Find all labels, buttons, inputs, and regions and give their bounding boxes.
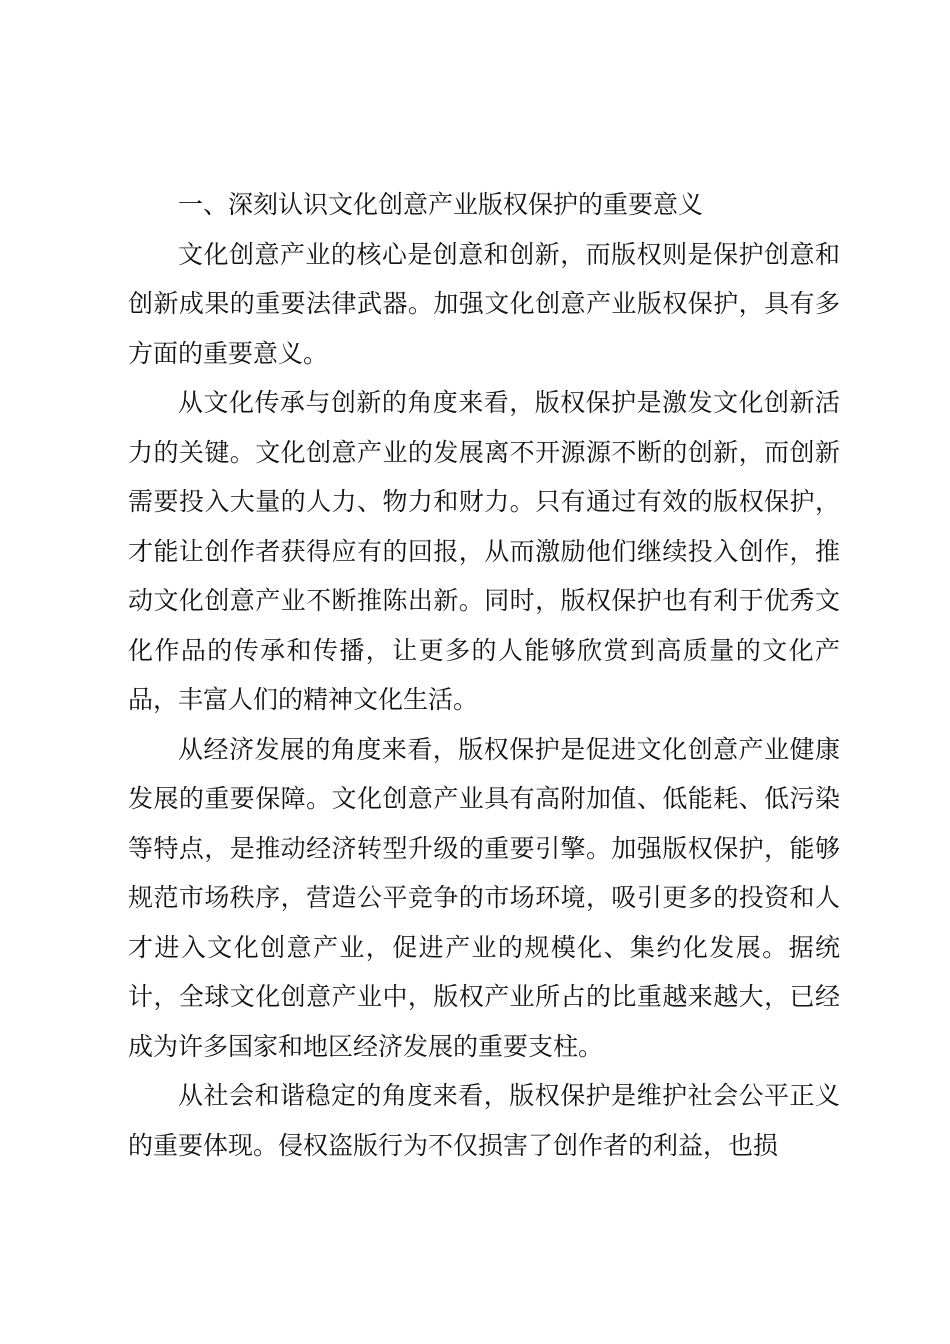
paragraph-economic-development: 从经济发展的角度来看，版权保护是促进文化创意产业健康发展的重要保障。文化创意产业具有高附加值、低能耗、低污染等特点，是推动经济转型升级的重要引擎。加强版权保护，能够规范市场秩序，营造公平竞争的市场环境，吸引更多的投资和人才进入文化创意产业，促进产业的规模化、集约化发展。据统计，全球文化创意产业中，版权产业所占的比重越来越大，已经成为许多国家和地区经济发展的重要支柱。 [128,734,840,1061]
paragraph-cultural-heritage: 从文化传承与创新的角度来看，版权保护是激发文化创新活力的关键。文化创意产业的发展离不开源源不断的创新，而创新需要投入大量的人力、物力和财力。只有通过有效的版权保护，才能让创作者获得应有的回报，从而激励他们继续投入创作，推动文化创意产业不断推陈出新。同时，版权保护也有利于优秀文化作品的传承和传播，让更多的人能够欣赏到高质量的文化产品，丰富人们的精神文化生活。 [128,388,840,714]
paragraph-social-harmony: 从社会和谐稳定的角度来看，版权保护是维护社会公平正义的重要体现。侵权盗版行为不仅损害了创作者的利益，也损 [128,1081,840,1160]
paragraph-intro: 文化创意产业的核心是创意和创新，而版权则是保护创意和创新成果的重要法律武器。加强文化创意产业版权保护，具有多方面的重要意义。 [128,239,840,368]
section-heading: 一、深刻认识文化创意产业版权保护的重要意义 [178,190,704,219]
document-body [128,180,840,1170]
